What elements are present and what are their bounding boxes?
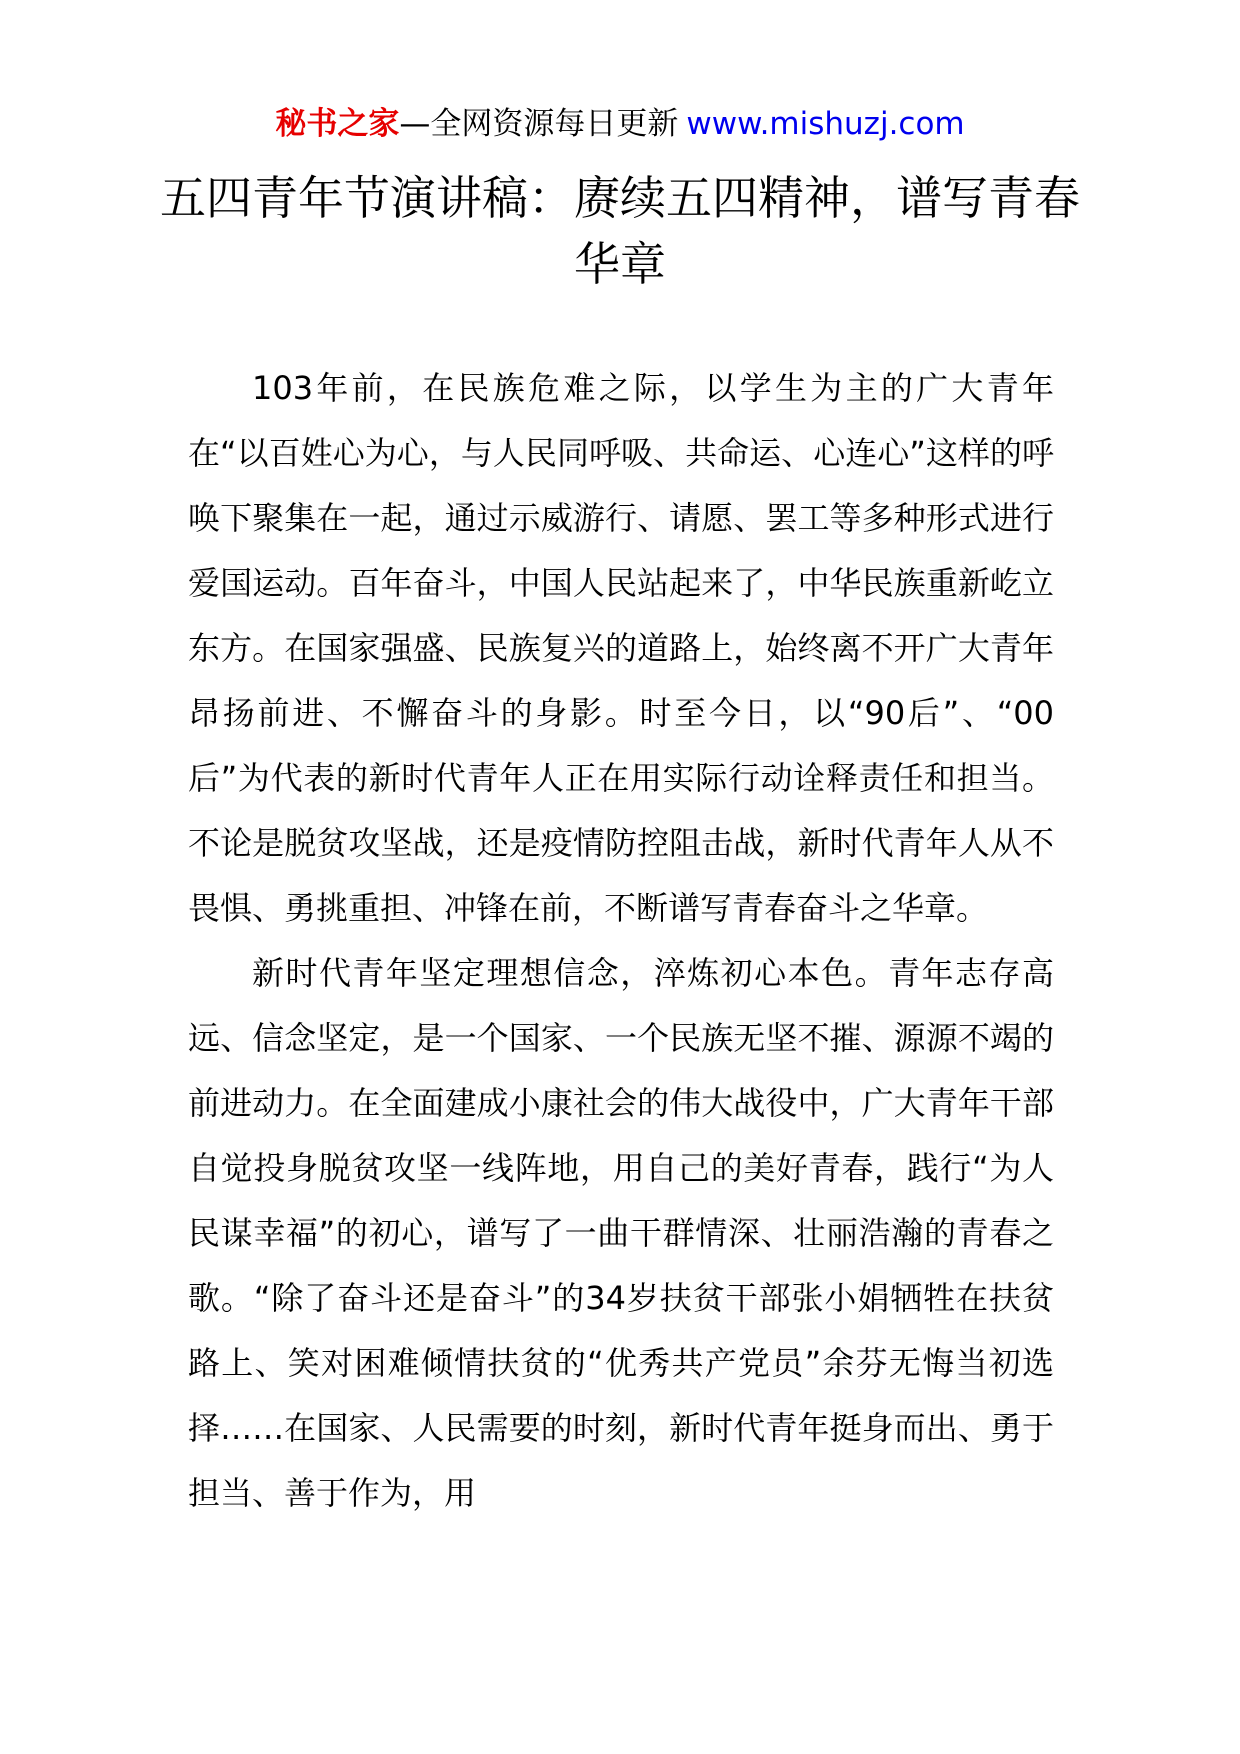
site-url-link[interactable]: www.mishuzj.com: [686, 106, 965, 142]
paragraph-2: 新时代青年坚定理想信念，淬炼初心本色。青年志存高远、信念坚定，是一个国家、一个民族无坚不摧、源源不竭的前进动力。在全面建成小康社会的伟大战役中，广大青年干部自觉投身脱贫攻坚一线阵地，用自己的美好青春，践行“为人民谋幸福”的初心，谱写了一曲干群情深、壮丽浩瀚的青春之歌。“除了奋斗还是奋斗”的34岁扶贫干部张小娟牺牲在扶贫路上、笑对困难倾情扶贫的“优秀共产党员”余芬无悔当初选择……在国家、人民需要的时刻，新时代青年挺身而出、勇于担当、善于作为，用: [188, 954, 1054, 1512]
brand-name: 秘书之家: [275, 106, 400, 142]
site-header: [0, 102, 1240, 146]
document-title: 五四青年节演讲稿：赓续五四精神，谱写青春华章: [160, 171, 1080, 291]
document-body: [188, 356, 1054, 1526]
paragraph-1: 103年前，在民族危难之际，以学生为主的广大青年在“以百姓心为心，与人民同呼吸、共命运、心连心”这样的呼唤下聚集在一起，通过示威游行、请愿、罢工等多种形式进行爱国运动。百年奋斗，中国人民站起来了，中华民族重新屹立东方。在国家强盛、民族复兴的道路上，始终离不开广大青年昂扬前进、不懈奋斗的身影。时至今日，以“90后”、“00后”为代表的新时代青年人正在用实际行动诠释责任和担当。不论是脱贫攻坚战，还是疫情防控阻击战，新时代青年人从不畏惧、勇挑重担、冲锋在前，不断谱写青春奋斗之华章。: [188, 369, 1054, 927]
header-tagline: —全网资源每日更新: [399, 106, 679, 142]
